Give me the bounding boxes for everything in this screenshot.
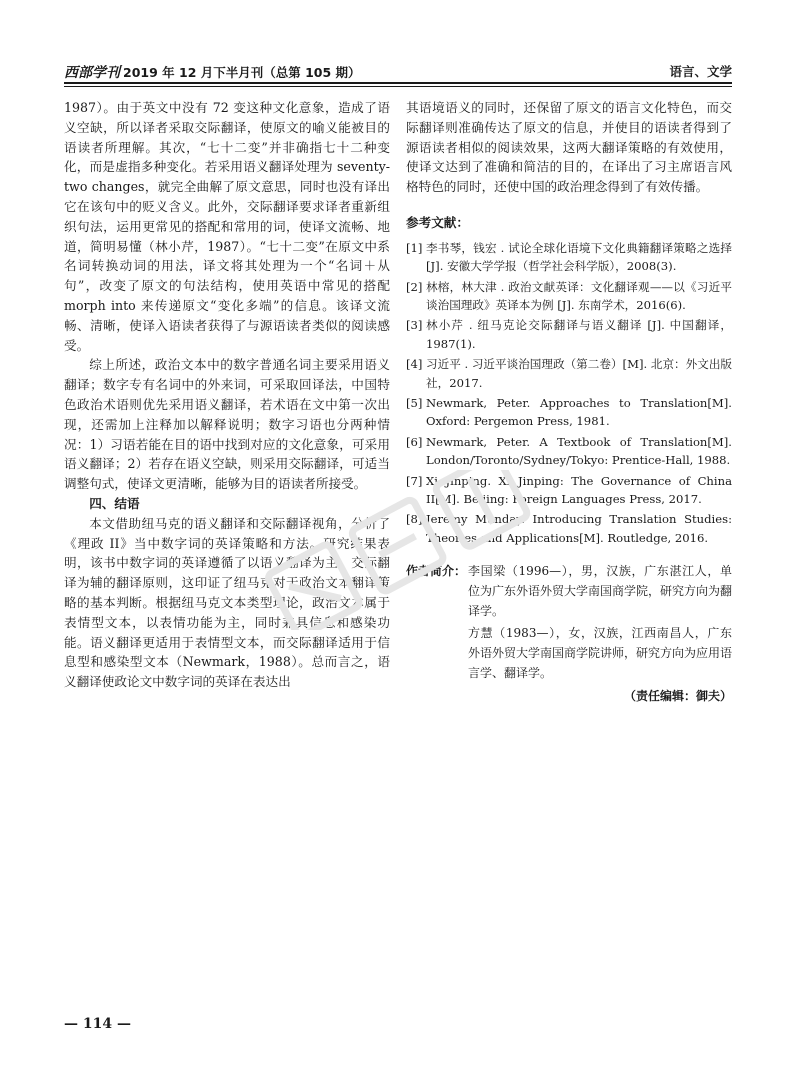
reference-item [406, 355, 732, 392]
page-number: — 114 — [64, 1016, 131, 1032]
header-rule-thin [64, 86, 732, 87]
reference-number: [2] [406, 279, 423, 294]
journal-info [64, 62, 361, 82]
reference-item [406, 433, 732, 470]
header-rule-thick [64, 82, 732, 84]
references-list [406, 239, 732, 548]
journal-logo: 西部学刊 [64, 65, 120, 81]
reference-text: Newmark, Peter. A Textbook of Translation[M]. London/Toronto/Sydney/Tokyo: Prentice-Hall, 1988. [426, 434, 732, 468]
reference-item [406, 472, 732, 509]
reference-number: [3] [406, 318, 423, 333]
reference-item [406, 278, 732, 315]
reference-text: Jeremy Munday. Introducing Translation Studies: Theories and Applications[M]. Routledge, 2016. [426, 512, 732, 545]
section-heading: 四、结语 [89, 495, 140, 511]
reference-number: [5] [406, 396, 423, 411]
reference-item [406, 239, 732, 276]
left-column [64, 98, 390, 692]
reference-number: [4] [406, 357, 423, 372]
references-title: 参考文献： [406, 214, 469, 230]
reference-number: [6] [406, 434, 423, 449]
reference-number: [8] [406, 512, 423, 527]
responsible-editor: （责任编辑：御夫） [623, 689, 732, 704]
issue-info: 2019 年 12 月下半月刊（总第 105 期） [123, 65, 361, 80]
body-paragraph: 1987）。由于英文中没有 72 变这种文化意象，造成了语义空缺，所以译者采取交际翻译，使原文的喻义能被目的语读者所理解。其次，“七十二变”并非确指七十二种变化，而是虚指多种变化。若采用语义翻译处理为 seventy-two changes，就完全曲解了原文意思，同时也没有译出它在该句中的贬义含义。此外，交际翻译要求译者重新组织句法，运用更常见的搭配和常用的词，使译文流畅、地道，简明易懂（林小芹，1987）。“七十二变”在原文中系名词转换动词的用法，译文将其处理为一个“名词＋从句”，改变了原文的句法结构，使用英语中常见的搭配 morph into 来传递原文“变化多端”的信息。该译文流畅、清晰，使译入语读者获得了与源语读者类似的阅读感受。 [64, 100, 390, 353]
body-paragraph: 本文借助纽马克的语义翻译和交际翻译视角，分析了《理政 II》当中数字词的英译策略和方法。研究结果表明，该书中数字词的英译遵循了以语义翻译为主，交际翻译为辅的翻译原则，这印证了纽马克对于政治文本翻译策略的基本判断。根据纽马克文本类型理论，政治文本属于表情型文本，以表情功能为主，同时兼具信息和感染功能。语义翻译更适用于表情型文本，而交际翻译适用于信息型和感染型文本（Newmark，1988）。总而言之，语义翻译使政论文中数字词的英译在表达出 [64, 515, 390, 690]
right-column [406, 98, 732, 707]
reference-item [406, 394, 732, 431]
author-bio [406, 561, 732, 683]
author-label: 作者简介： [406, 564, 467, 579]
page-header [64, 60, 732, 82]
reference-text: Newmark, Peter. Approaches to Translation[M]. Oxford: Pergemon Press, 1981. [426, 396, 732, 429]
reference-text: 习近平 . 习近平谈治国理政（第二卷）[M]. 北京：外文出版社，2017. [426, 357, 733, 390]
body-paragraph: 综上所述，政治文本中的数字普通名词主要采用语义翻译；数字专有名词中的外来词，可采取回译法，中国特色政治术语则优先采用语义翻译，若术语在文中第一次出现，还需加上注释加以解释说明；数字习语也分两种情况：1）习语若能在目的语中找到对应的文化意象，可采用语义翻译；2）若存在语义空缺，则采用交际翻译，可适当调整句式，使译文更清晰，能够为目的语读者所接受。 [64, 357, 390, 492]
reference-item [406, 316, 732, 353]
reference-text: Xi Jinping. Xi Jinping: The Governance of China II[M]. Beijing: Foreign Languages Press, 2017. [426, 473, 732, 507]
section-name: 语言、文学 [669, 64, 732, 79]
reference-text: 李书琴，钱宏 . 试论全球化语境下文化典籍翻译策略之选择 [J]. 安徽大学学报（哲学社会科学版），2008(3). [426, 240, 732, 274]
reference-text: 林榕，林大津 . 政治文献英译：文化翻译观——以《习近平谈治国理政》英译本为例 [J]. 东南学术，2016(6). [426, 279, 732, 312]
author-entry: 李国梁（1996—），男，汉族，广东湛江人，单位为广东外语外贸大学南国商学院，研究方向为翻译学。 [468, 564, 733, 619]
author-entry: 方慧（1983—），女，汉族，江西南昌人，广东外语外贸大学南国商学院讲师，研究方向为应用语言学、翻译学。 [468, 626, 733, 681]
body-paragraph: 其语境语义的同时，还保留了原文的语言文化特色，而交际翻译则准确传达了原文的信息，并使目的语读者得到了源语读者相似的阅读效果，这两大翻译策略的有效使用，使译文达到了准确和简洁的目的，在译出了习主席语言风格特色的同时，还使中国的政治理念得到了有效传播。 [406, 100, 732, 195]
reference-item [406, 510, 732, 547]
reference-number: [1] [406, 240, 423, 255]
reference-number: [7] [406, 473, 423, 488]
reference-text: 林小芹 . 纽马克论交际翻译与语义翻译 [J]. 中国翻译，1987(1). [426, 318, 732, 351]
